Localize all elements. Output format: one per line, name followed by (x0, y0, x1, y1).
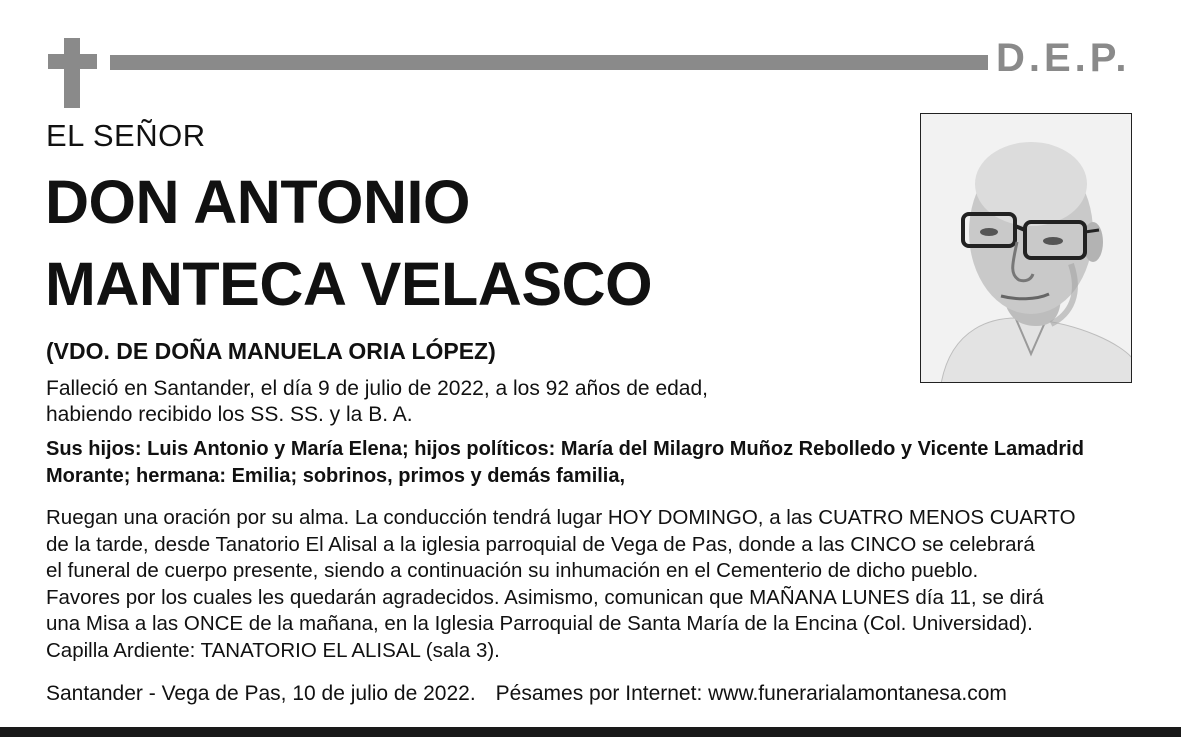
family-list (46, 436, 1084, 490)
death-info-line: habiendo recibido los SS. SS. y la B. A. (46, 403, 413, 426)
portrait-photo (920, 113, 1132, 383)
arrangements-line: Ruegan una oración por su alma. La conducción tendrá lugar HOY DOMINGO, a las CUATRO MENOS CUARTO (46, 506, 1076, 529)
cross-vertical-bar (64, 38, 80, 108)
footer-place-date: Santander - Vega de Pas, 10 de julio de 2022. (46, 682, 476, 705)
arrangements-line: Favores por los cuales les quedarán agradecidos. Asimismo, comunican que MAÑANA LUNES día 11, se dirá (46, 585, 1044, 609)
footer-condolences: Pésames por Internet: www.funerarialamontanesa.com (495, 682, 1007, 705)
arrangements (46, 505, 1076, 665)
family-line: Morante; hermana: Emilia; sobrinos, primos y demás familia, (46, 465, 626, 487)
header-divider-line (110, 55, 988, 70)
deceased-name-line-1: DON ANTONIO (45, 168, 470, 236)
bottom-rule (0, 727, 1181, 737)
cross-horizontal-bar (48, 54, 97, 69)
honorific: EL SEÑOR (46, 118, 206, 153)
arrangements-line: Capilla Ardiente: TANATORIO EL ALISAL (sala 3). (46, 638, 500, 662)
dep-label: D.E.P. (996, 36, 1131, 80)
deceased-name-line-2: MANTECA VELASCO (45, 250, 653, 318)
arrangements-line: el funeral de cuerpo presente, siendo a continuación su inhumación en el Cementerio de dicho pueblo. (46, 559, 979, 583)
arrangements-line: una Misa a las ONCE de la mañana, en la Iglesia Parroquial de Santa María de la Encina (Col. Universidad). (46, 612, 1033, 636)
arrangements-line: de la tarde, desde Tanatorio El Alisal a la iglesia parroquial de Vega de Pas, donde a las CINCO se celebrará (46, 532, 1035, 556)
widower-of: (VDO. DE DOÑA MANUELA ORIA LÓPEZ) (46, 338, 496, 364)
footer-line (46, 681, 1007, 707)
family-line: Sus hijos: Luis Antonio y María Elena; hijos políticos: María del Milagro Muñoz Rebolledo y Vicente Lamadrid (46, 438, 1084, 460)
portrait-icon (921, 114, 1132, 383)
death-info (46, 376, 708, 428)
death-info-line: Falleció en Santander, el día 9 de julio de 2022, a los 92 años de edad, (46, 377, 708, 400)
